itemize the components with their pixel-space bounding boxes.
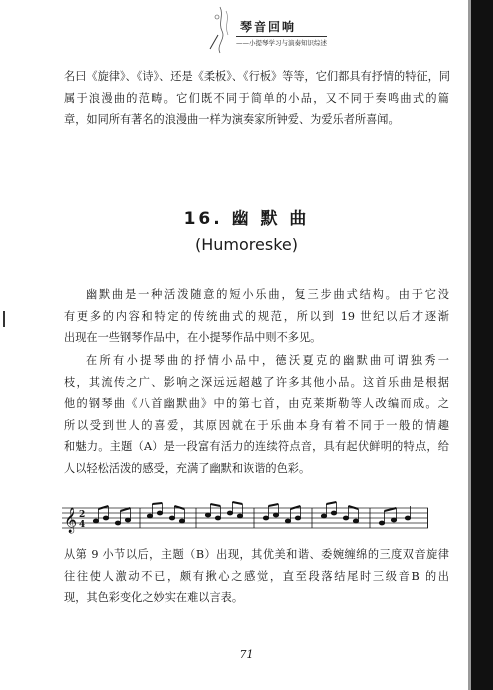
text-line: 出现在一些钢琴作品中，在小提琴作品中则不多见。 — [64, 331, 322, 344]
page-number: 71 — [239, 648, 254, 661]
text-line: 往往使人激动不已，颇有揪心之感觉，直至段落结尾时三级音B 的出 — [64, 569, 449, 583]
text-line: 幽默曲是一种活泼随意的短小乐曲，复三步曲式结构。由于它没 — [86, 288, 449, 301]
text-line: 人以轻松活泼的感受，充满了幽默和诙谐的色彩。 — [64, 461, 311, 475]
paragraph-2 — [64, 350, 449, 479]
time-signature-bottom: 4 — [79, 520, 86, 530]
music-score-excerpt — [62, 500, 428, 538]
text-line: 他的钢琴曲《八首幽默曲》中的第七首，由克莱斯勒等人改编而成。之 — [64, 397, 449, 410]
notes — [93, 502, 410, 528]
text-line: 枝，其流传之广、影响之深远远超越了许多其他小品。这首乐曲是根据 — [64, 375, 449, 389]
time-signature-top: 2 — [79, 510, 86, 520]
text-line: 有更多的内容和特定的传统曲式的规范，所以到 19 世纪以后才逐渐 — [64, 309, 449, 323]
text-line: 在所有小提琴曲的抒情小品中，德沃夏克的幽默曲可谓独秀一 — [86, 354, 449, 367]
treble-clef-icon: 𝄞 — [64, 508, 78, 533]
margin-mark — [3, 311, 5, 327]
header-subtitle: ——小提琴学习与演奏知识综述 — [236, 36, 327, 47]
text-line: 现，其色彩变化之妙实在难以言表。 — [64, 591, 244, 604]
text-line: 属于浪漫曲的范畴。它们既不同于简单的小品，又不同于奏鸣曲式的篇 — [64, 91, 449, 105]
section-subtitle: (Humoreske) — [195, 235, 298, 254]
text-line: 名曰《旋律》、《诗》、还是《柔板》、《行板》等等，它们都具有抒情的特征，同 — [64, 70, 450, 83]
text-line: 所以受到世人的喜爱，其原因就在于乐曲本身有着不同于一般的情趣 — [64, 418, 449, 432]
paragraph-3 — [64, 544, 449, 609]
text-line: 从第 9 小节以后，主题（B）出现，其优美和谐、委婉缠绵的三度双音旋律 — [64, 548, 449, 561]
text-line: 和魅力。主题（A）是一段富有活力的连续符点音，具有起伏鲜明的特点，给 — [64, 440, 449, 453]
text-line: 章，如同所有著名的浪漫曲一样为演奏家所钟爱、为爱乐者所喜闻。 — [64, 113, 400, 126]
section-title: 16. 幽 默 曲 — [183, 209, 310, 229]
header-title: 琴音回响 — [240, 20, 297, 34]
paragraph-1 — [64, 284, 449, 349]
binding-edge — [471, 0, 493, 690]
intro-paragraph — [64, 66, 449, 131]
